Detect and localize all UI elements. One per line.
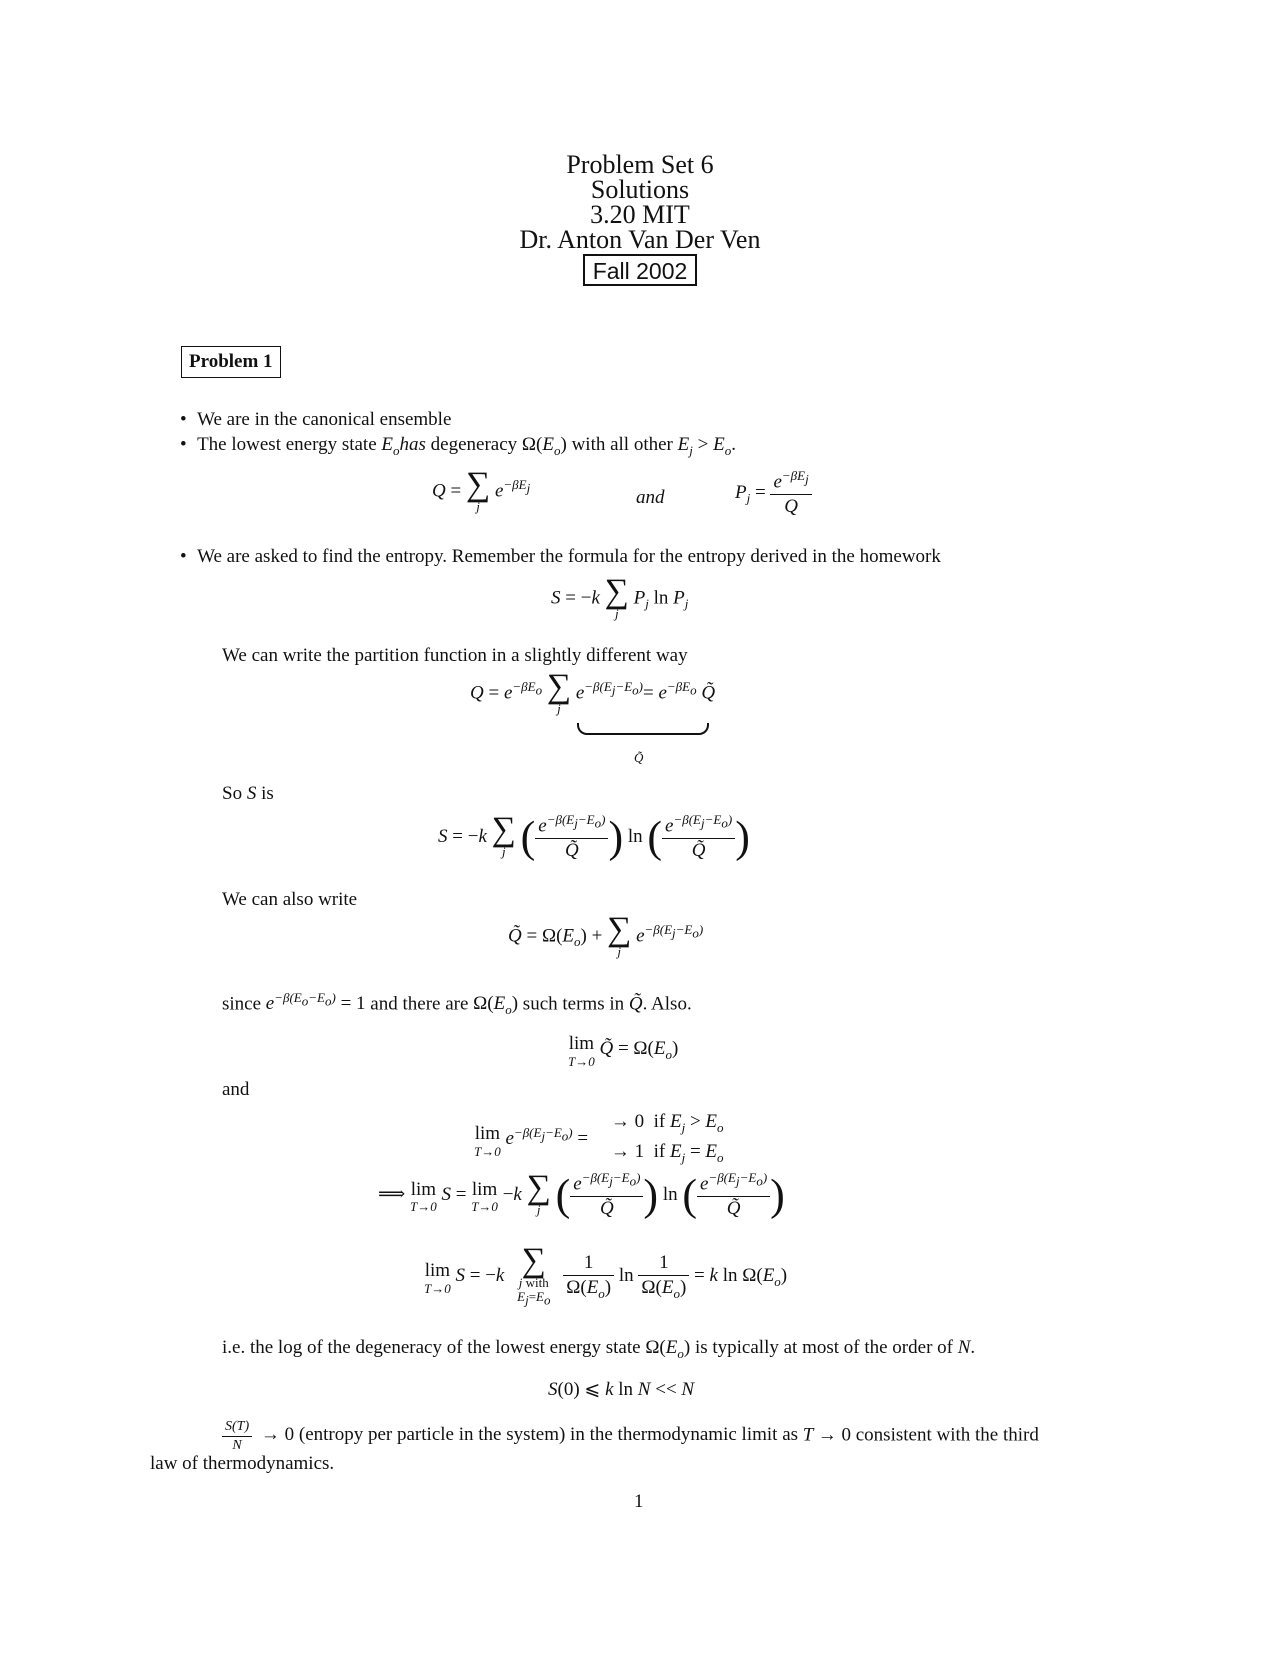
paragraph-entropy-per-particle [222,1418,1039,1454]
such-terms-text: such terms in [518,993,629,1015]
bullet-degeneracy-text: degeneracy [425,434,522,455]
case1-if: if [653,1111,666,1132]
paragraph-log-degeneracy: i.e. the log of the degeneracy of the lowest energy state $\Omega(E_o)$ is typically at most of the order of N. [222,1337,976,1361]
math-q-tilde-inline: Q̃ [628,993,643,1015]
page-number: 1 [634,1491,644,1512]
bullet-entropy-text: We are asked to find the entropy. Remember the formula for the entropy derived in the homework [197,546,941,567]
bullet-canonical-text: We are in the canonical ensemble [197,409,452,430]
bullet-lowest-energy: • The lowest energy state $E_ohas$ degeneracy $\Omega(E_o)$ with all other $E_j > E_o$. [180,433,736,459]
equation-q-tilde: Q̃ = $\Omega(E_o)$ + ∑ j $e^{-\beta(E_j-E_o)}$ [508,911,704,959]
paragraph-also-write: We can also write [222,889,358,910]
math-ej-gt-eo: $E_j > E_o$ [677,434,732,458]
so-text: So [222,783,247,804]
bullet-other-text: with all other [566,434,678,455]
doc-title: Problem Set 6 [566,150,714,179]
paragraph-so-s [222,782,274,806]
bullet-canonical [180,408,451,432]
equation-and: and [636,487,665,508]
math-omega-terms: $\Omega(E_o)$ [473,993,519,1018]
equation-limit-result: lim T→0 S = −k ∑ j with $E_j=E_o$ $\frac{1}{\Omega(E_o)}$ ln $\frac{1}{\Omega(E_o)}$ = k $\ln \Omega(E_o)$ [424,1242,788,1308]
problem-label: Problem 1 [181,346,281,378]
doc-course: 3.20 MIT [590,200,690,229]
equation-partition-rewrite: $Q = e^{-\beta E_o}$ ∑ j $e^{-\beta(E_j-E_o)}= e^{-\beta E_o}$ Q̃ [470,668,716,716]
doc-subtitle: Solutions [590,175,690,204]
since-text: since [222,993,266,1015]
math-omega-eo: $\Omega(E_o)$ [521,434,567,458]
underbrace [577,723,709,735]
equation-limit-cases: lim T→0 $e^{-\beta(E_j-E_o)}$ = → 0 if $E_j > E_o$ → 1 if $E_j = E_o$ [474,1111,724,1165]
consistent-text: consistent with the third [851,1424,1039,1446]
paragraph-and: and [222,1079,250,1100]
title-block [0,152,1280,286]
also-text: . Also. [642,993,692,1015]
case2-if: if [653,1140,666,1162]
is-text: is [256,783,274,804]
underbrace-label: Q̃ [634,750,644,765]
math-eo-has: $E_ohas$ [381,434,426,458]
sum-with-label: with [525,1275,549,1290]
entropy-per-particle-text: → 0 (entropy per particle in the system) in the thermodynamic limit as [260,1424,803,1446]
equation-limit-q: lim T→0 Q̃ = $\Omega(E_o)$ [568,1033,679,1069]
paragraph-since [222,990,692,1018]
equation-entropy: S = −k ∑ j $P_j$ $\ln P_j$ [551,573,689,621]
equation-entropy-expanded: S = −k ∑ j ( $\frac{e^{-\beta(E_j-E_o)}}{Q̃}$ ) ln ( $\frac{e^{-\beta(E_j-E_o)}}{Q̃}$ ) [438,811,750,862]
paragraph-partition: We can write the partition function in a slightly different way [222,645,688,666]
math-n: N [957,1337,971,1358]
equation-partition-function: Q = ∑ j $e^{-\beta E_j}$ [432,466,531,514]
math-exp-one: $e^{-\beta(E_o-E_o)} = 1$ [265,990,366,1015]
equation-limit-entropy: ⟹ lim T→0 S = lim T→0 −k ∑ j ( $\frac{e^{-\beta(E_j-E_o)}}{Q̃}$ ) ln ( $\frac{e^{-\beta(E_j-E_o)}}{Q̃}$ ) [378,1169,785,1220]
bullet-lowest-energy-text: The lowest energy state [197,434,382,455]
bullet-entropy [180,545,941,569]
there-are-text: and there are [365,993,474,1015]
equation-probability: $P_j$ = $\frac{e^{-\beta E_j}}{Q}$ [735,468,812,519]
math-st-over-n: $\frac{S(T)}{N}$ [222,1418,252,1454]
math-t-to-zero: T → 0 [802,1424,851,1446]
equation-entropy-bound: S(0) ⩽ k ln N << N [548,1379,695,1400]
order-text: is typically at most of the order of [690,1337,958,1358]
doc-author: Dr. Anton Van Der Ven [519,225,761,254]
paragraph-third-law: law of thermodynamics. [150,1453,335,1474]
math-s: S [246,783,257,804]
sum-symbol: ∑ j [465,466,491,514]
doc-date: Fall 2002 [583,254,698,286]
math-omega-lowest: $\Omega(E_o)$ [645,1337,691,1361]
log-degeneracy-text: i.e. the log of the degeneracy of the lowest energy state [222,1337,646,1358]
